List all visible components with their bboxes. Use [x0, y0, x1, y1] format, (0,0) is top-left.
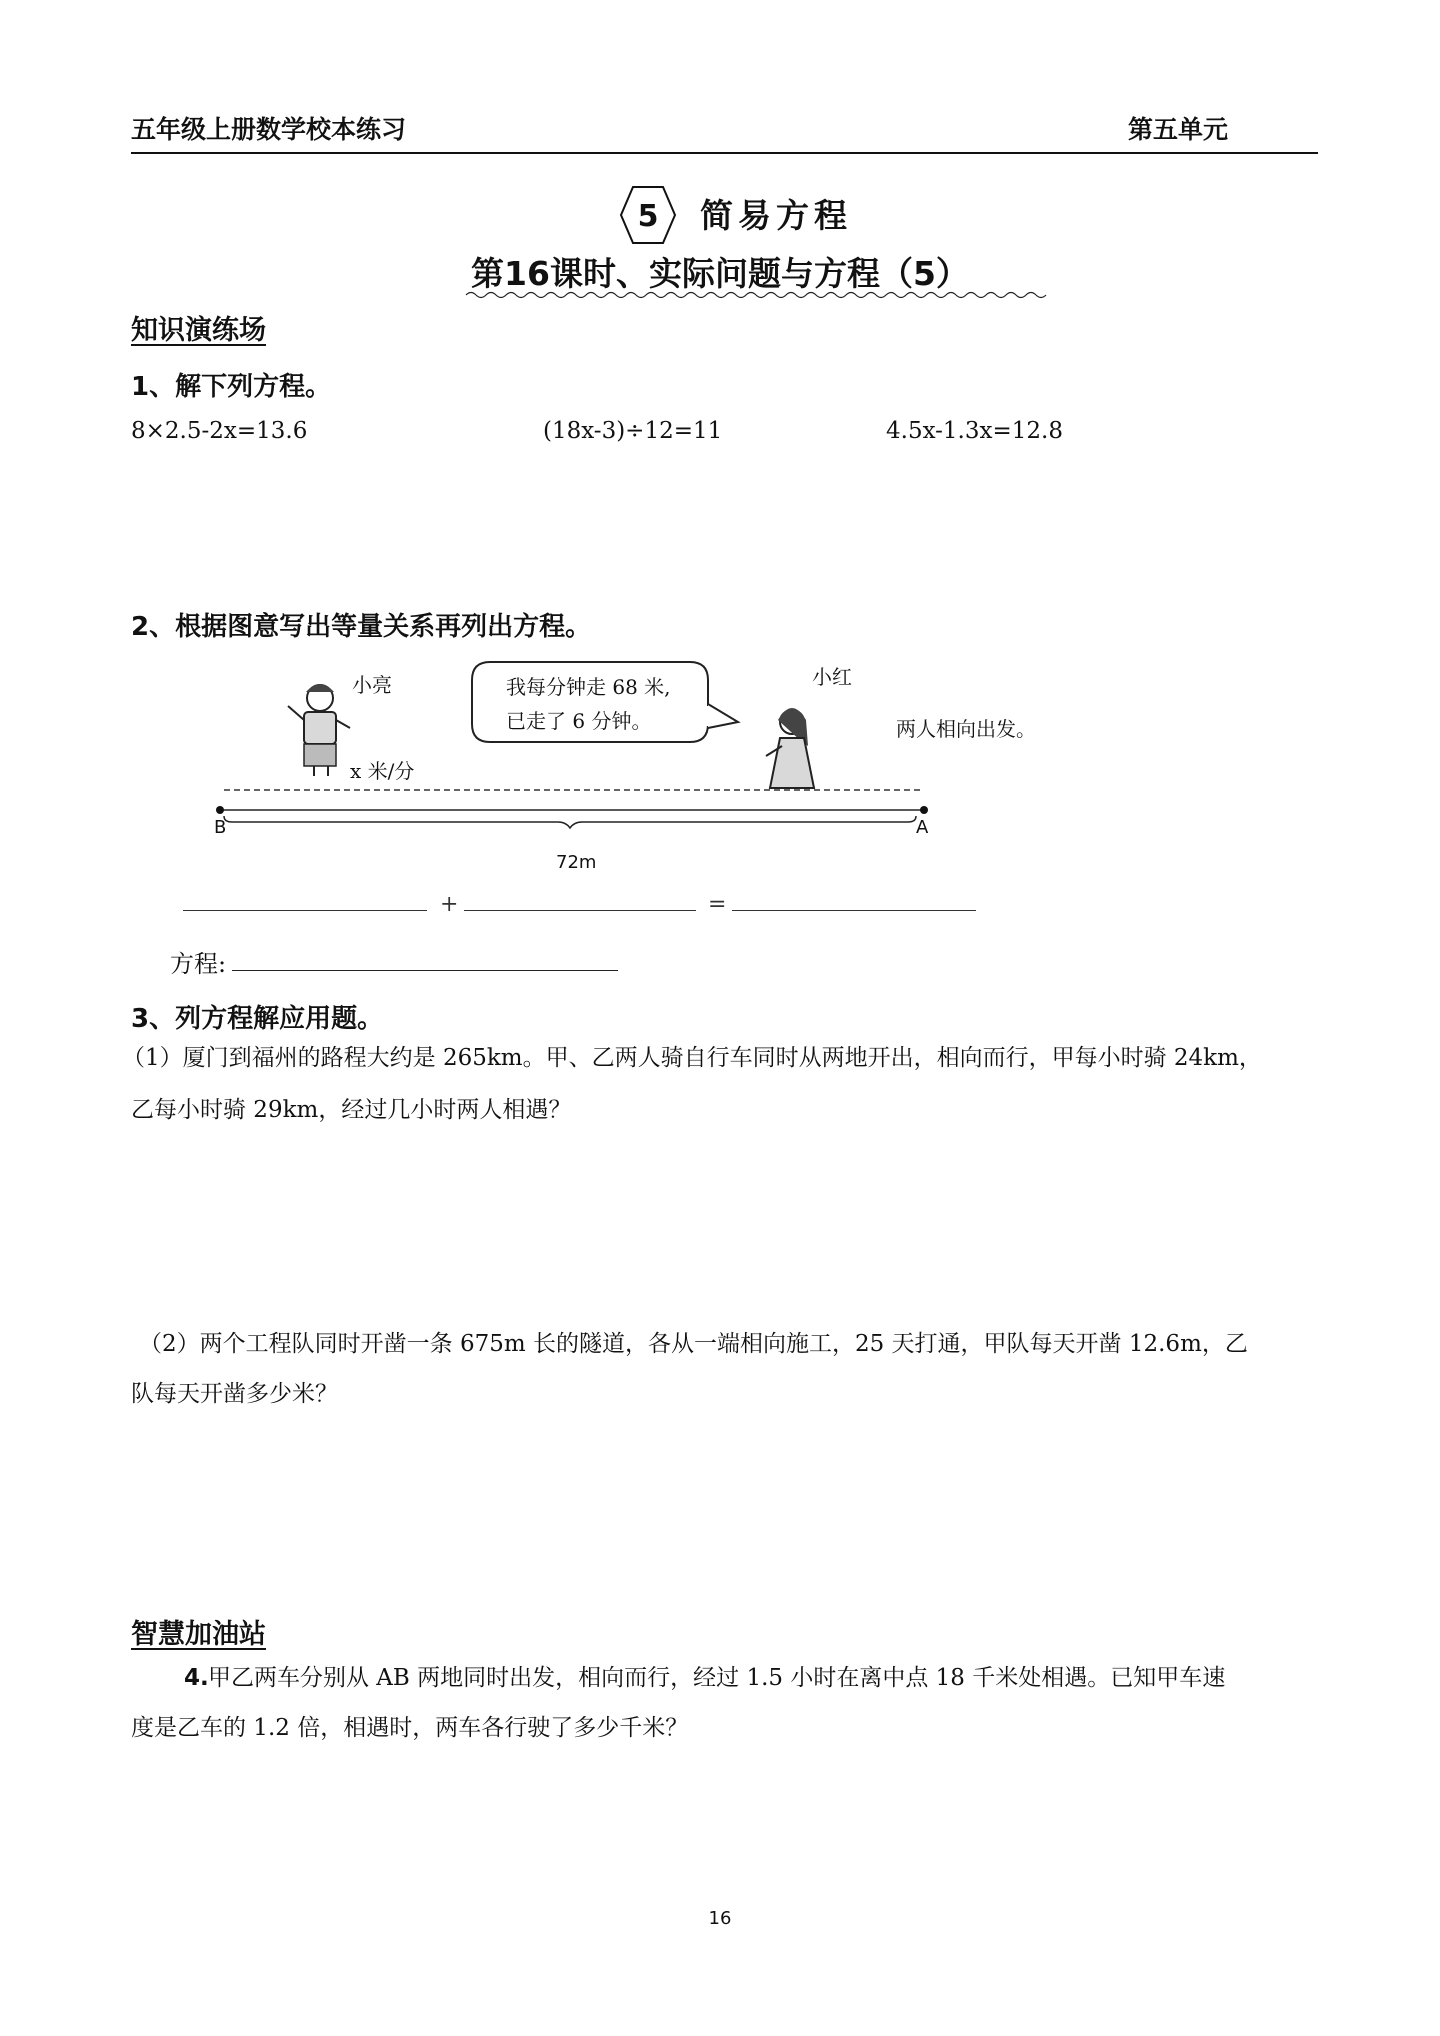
q1-equation-3: 4.5x-1.3x=12.8 — [886, 418, 1063, 444]
q2-title: 2、根据图意写出等量关系再列出方程。 — [131, 612, 592, 642]
point-a-label: A — [916, 817, 929, 838]
wavy-underline — [466, 290, 1050, 300]
q1-title: 1、解下列方程。 — [131, 372, 332, 402]
xiaohong-figure — [766, 708, 814, 788]
q3-p2-line-2: 队每天开凿多少米？ — [131, 1381, 338, 1407]
unit-title: 简易方程 — [700, 196, 852, 235]
q1-equation-1: 8×2.5-2x=13.6 — [131, 418, 308, 444]
distance-label: 72m — [556, 852, 597, 873]
meeting-diagram — [200, 640, 1036, 880]
header-right-title: 第五单元 — [1128, 115, 1229, 144]
blank-equals: = — [708, 892, 727, 917]
distance-brace — [224, 816, 916, 828]
q4-number: 4. — [184, 1665, 209, 1691]
point-b-label: B — [214, 817, 227, 838]
equation-answer-line[interactable] — [232, 970, 618, 971]
q4-line-2: 度是乙车的 1.2 倍，相遇时，两车各行驶了多少千米？ — [131, 1715, 689, 1741]
q3-title: 3、列方程解应用题。 — [131, 1004, 384, 1034]
point-b-dot — [216, 806, 224, 814]
xiaohong-label: 小红 — [812, 665, 852, 689]
direction-note: 两人相向出发。 — [896, 717, 1036, 741]
header-rule — [131, 152, 1318, 154]
equation-label: 方程: — [170, 950, 227, 978]
xiaoliang-label: 小亮 — [352, 673, 392, 697]
speed-label: x 米/分 — [350, 759, 415, 783]
unit-badge-number: 5 — [637, 199, 659, 234]
blank-plus: + — [440, 892, 459, 917]
q4-line-1: 甲乙两车分别从 AB 两地同时出发，相向而行，经过 1.5 小时在离中点 18 千米处相遇。已知甲车速 — [208, 1665, 1226, 1691]
unit-badge-icon — [617, 184, 679, 246]
header-left-title: 五年级上册数学校本练习 — [131, 115, 407, 144]
blank-3[interactable] — [732, 910, 976, 911]
xiaoliang-figure — [288, 684, 350, 776]
section-knowledge-practice: 知识演练场 — [131, 315, 266, 346]
q3-p2-line-1: （2）两个工程队同时开凿一条 675m 长的隧道，各从一端相向施工，25 天打通，甲队每天开凿 12.6m，乙 — [139, 1331, 1248, 1357]
lesson-title: 第16课时、实际问题与方程（5） — [471, 254, 969, 293]
page-number: 16 — [708, 1908, 732, 1929]
q3-p1-line-1: （1）厦门到福州的路程大约是 265km。甲、乙两人骑自行车同时从两地开出，相向而行，甲每小时骑 24km， — [122, 1045, 1262, 1071]
speech-line-1: 我每分钟走 68 米, — [506, 675, 671, 699]
q1-equation-2: (18x-3)÷12=11 — [543, 418, 723, 444]
point-a-dot — [920, 806, 928, 814]
q3-p1-line-2: 乙每小时骑 29km，经过几小时两人相遇？ — [131, 1097, 572, 1123]
section-wisdom-station: 智慧加油站 — [131, 1619, 266, 1650]
blank-2[interactable] — [464, 910, 696, 911]
speech-line-2: 已走了 6 分钟。 — [506, 709, 652, 733]
blank-1[interactable] — [183, 910, 427, 911]
